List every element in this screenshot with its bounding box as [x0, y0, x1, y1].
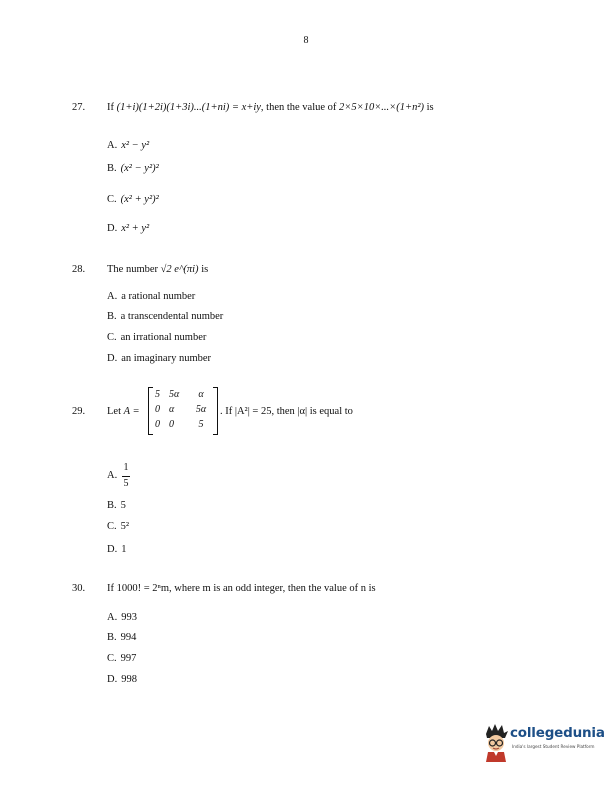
logo-name: collegedunia — [510, 725, 605, 741]
option-28a[interactable]: A. a rational number — [107, 291, 196, 302]
option-29a[interactable]: A. — [107, 470, 118, 481]
matrix-row: 0 α 5α — [155, 404, 207, 415]
option-30b[interactable]: B. 994 — [107, 632, 137, 643]
option-29d[interactable]: D. 1 — [107, 544, 127, 555]
question-number: 28. — [72, 264, 86, 275]
option-30c[interactable]: C. 997 — [107, 653, 137, 664]
left-bracket — [148, 387, 153, 435]
question-number: 29. — [72, 406, 86, 417]
option-27d[interactable]: D. x² + y² — [107, 223, 150, 234]
question-text: If (1+i)(1+2i)(1+3i)...(1+ni) = x+iy, then the value of 2×5×10×...×(1+n²) is — [107, 102, 434, 113]
option-27b[interactable]: B. (x² − y²)² — [107, 163, 159, 174]
mascot-icon — [482, 722, 510, 762]
fraction-line — [122, 476, 130, 477]
question-text: The number √2 e^(πi) is — [107, 264, 209, 275]
option-29c[interactable]: C. 5² — [107, 521, 130, 532]
right-bracket — [213, 387, 218, 435]
option-28b[interactable]: B. a transcendental number — [107, 311, 224, 322]
question-text: If 1000! = 2ⁿm, where m is an odd integer, then the value of n is — [107, 583, 376, 594]
logo-tagline: India's largest Student Review Platform — [512, 744, 595, 749]
question-number: 27. — [72, 102, 86, 113]
option-27a[interactable]: A. x² − y² — [107, 140, 150, 151]
collegedunia-logo[interactable] — [482, 722, 612, 772]
question-29-text: . If |A²| = 25, then |α| is equal to — [220, 406, 353, 417]
question-number: 30. — [72, 583, 86, 594]
option-27c[interactable]: C. (x² + y²)² — [107, 194, 159, 205]
matrix-row: 5 5α α — [155, 389, 204, 400]
option-30a[interactable]: A. 993 — [107, 612, 137, 623]
page-number: 8 — [303, 35, 309, 46]
matrix-row: 0 0 5 — [155, 419, 204, 430]
option-30d[interactable]: D. 998 — [107, 674, 137, 685]
option-28d[interactable]: D. an imaginary number — [107, 353, 212, 364]
option-29b[interactable]: B. 5 — [107, 500, 126, 511]
option-29a-numerator: 1 — [123, 462, 129, 473]
option-29a-denominator: 5 — [123, 478, 129, 489]
matrix-a — [148, 387, 218, 435]
option-28c[interactable]: C. an irrational number — [107, 332, 207, 343]
question-text-prefix: Let A = — [107, 406, 140, 417]
